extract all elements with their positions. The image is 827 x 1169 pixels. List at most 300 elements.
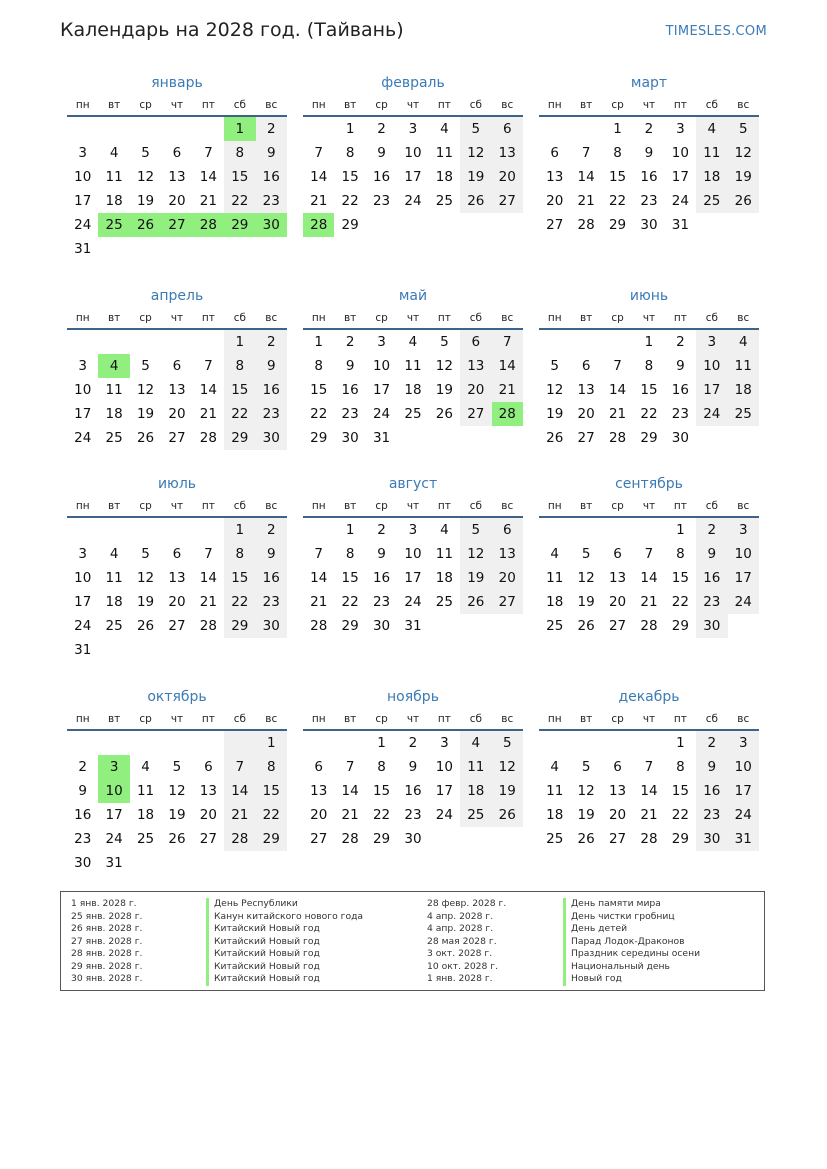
day-cell: 14: [199, 169, 217, 185]
day-cell: 5: [728, 117, 759, 141]
legend-holiday-name: День чистки гробниц: [563, 911, 700, 924]
day-cell: 5: [141, 145, 150, 161]
empty-cell: [130, 117, 161, 141]
empty-cell: [67, 518, 98, 542]
day-cell: 7: [581, 145, 591, 161]
day-cell: 8: [224, 542, 255, 566]
day-cell: 17: [435, 783, 453, 799]
weekday-label: ср: [375, 312, 388, 324]
day-cell: 3: [377, 334, 386, 350]
day-cell: 29: [341, 618, 359, 634]
day-cell: 30: [341, 430, 359, 446]
day-cell: 25: [460, 803, 491, 827]
day-cell: 13: [577, 382, 595, 398]
month-4: [67, 285, 287, 450]
day-cell: 11: [404, 358, 422, 374]
weekday-label: пн: [75, 99, 90, 111]
day-cell: 23: [696, 590, 727, 614]
day-cell: 10: [74, 382, 92, 398]
day-cell: 18: [696, 165, 727, 189]
day-cell: 9: [256, 141, 287, 165]
day-cell: 9: [256, 354, 287, 378]
day-cell: 9: [377, 546, 386, 562]
day-cell: 8: [676, 759, 685, 775]
day-cell: 14: [224, 779, 255, 803]
empty-cell: [130, 330, 161, 354]
weekday-label: вт: [107, 500, 121, 512]
day-cell: 11: [696, 141, 727, 165]
weekday-label: чт: [170, 713, 184, 725]
day-cell: 30: [372, 618, 391, 634]
day-cell: 31: [728, 827, 759, 851]
day-cell: 29: [341, 217, 359, 233]
weekday-label: вт: [579, 99, 593, 111]
month-name: март: [630, 75, 668, 91]
weekday-label: вс: [501, 713, 514, 725]
day-cell: 22: [224, 590, 255, 614]
day-cell: 4: [440, 121, 449, 137]
month-name: апрель: [150, 288, 204, 304]
weekday-label: пн: [311, 713, 326, 725]
holiday-day: 1: [224, 117, 255, 141]
day-cell: 18: [435, 570, 453, 586]
weekday-label: ср: [139, 312, 152, 324]
day-cell: 17: [74, 406, 92, 422]
day-cell: 19: [136, 193, 155, 209]
empty-cell: [303, 731, 334, 755]
day-cell: 25: [136, 831, 155, 847]
day-cell: 12: [577, 783, 595, 799]
empty-cell: [633, 518, 664, 542]
day-cell: 17: [74, 594, 92, 610]
day-cell: 1: [345, 522, 355, 538]
empty-cell: [98, 117, 129, 141]
day-cell: 7: [613, 358, 622, 374]
weekday-label: вт: [107, 312, 121, 324]
weekday-label: пн: [547, 99, 562, 111]
day-cell: 23: [640, 193, 658, 209]
day-cell: 5: [581, 546, 591, 562]
day-cell: 22: [372, 807, 391, 823]
day-cell: 19: [460, 566, 491, 590]
month-name: май: [398, 288, 428, 304]
day-cell: 13: [199, 783, 217, 799]
day-cell: 9: [676, 358, 685, 374]
weekday-label: сб: [233, 99, 246, 111]
day-cell: 7: [314, 546, 323, 562]
day-cell: 18: [136, 807, 155, 823]
day-cell: 7: [345, 759, 355, 775]
weekday-label: вс: [737, 99, 750, 111]
day-cell: 27: [492, 590, 523, 614]
day-cell: 4: [550, 759, 559, 775]
day-cell: 1: [377, 735, 386, 751]
empty-cell: [67, 330, 98, 354]
holiday-day: 28: [492, 402, 523, 426]
day-cell: 5: [492, 731, 523, 755]
day-cell: 19: [435, 382, 453, 398]
day-cell: 16: [372, 169, 391, 185]
day-cell: 12: [546, 382, 564, 398]
day-cell: 21: [341, 807, 359, 823]
day-cell: 14: [199, 382, 217, 398]
day-cell: 15: [372, 783, 391, 799]
day-cell: 11: [105, 382, 123, 398]
weekday-label: вс: [737, 713, 750, 725]
weekday-label: чт: [170, 500, 184, 512]
legend-date: 28 мая 2028 г.: [427, 935, 497, 947]
weekday-label: ср: [139, 500, 152, 512]
day-cell: 14: [310, 570, 328, 586]
day-cell: 29: [372, 831, 391, 847]
weekday-label: чт: [642, 500, 656, 512]
day-cell: 26: [577, 831, 595, 847]
empty-cell: [67, 731, 98, 755]
day-cell: 26: [460, 189, 491, 213]
day-cell: 19: [728, 165, 759, 189]
day-cell: 11: [435, 145, 453, 161]
day-cell: 11: [435, 546, 453, 562]
day-cell: 4: [141, 759, 150, 775]
holiday-day: 26: [130, 213, 161, 237]
day-cell: 7: [492, 330, 523, 354]
month-10: [67, 686, 287, 875]
weekday-label: сб: [705, 312, 718, 324]
legend-dates-right: [427, 898, 506, 986]
weekday-label: пн: [547, 312, 562, 324]
day-cell: 2: [256, 330, 287, 354]
day-cell: 15: [224, 378, 255, 402]
day-cell: 13: [168, 382, 186, 398]
day-cell: 9: [377, 145, 386, 161]
legend-holiday-name: День памяти мира: [563, 898, 700, 911]
day-cell: 6: [172, 358, 182, 374]
day-cell: 8: [224, 141, 255, 165]
legend-date: 1 янв. 2028 г.: [427, 973, 493, 984]
day-cell: 13: [608, 570, 627, 586]
day-cell: 8: [224, 354, 255, 378]
day-cell: 9: [78, 783, 87, 799]
day-cell: 15: [640, 382, 658, 398]
day-cell: 26: [577, 618, 595, 634]
legend-holiday-name: Парад Лодок-Драконов: [563, 936, 700, 949]
empty-cell: [303, 117, 334, 141]
day-cell: 1: [676, 735, 685, 751]
day-cell: 25: [546, 618, 564, 634]
day-cell: 7: [204, 145, 213, 161]
day-grid: [539, 731, 759, 851]
day-cell: 12: [577, 570, 595, 586]
day-cell: 12: [168, 783, 186, 799]
day-cell: 3: [78, 358, 87, 374]
day-cell: 4: [550, 546, 559, 562]
legend-date: 29 янв. 2028 г.: [71, 960, 143, 972]
weekday-label: пт: [437, 312, 451, 324]
weekday-label: пт: [673, 99, 687, 111]
day-cell: 12: [492, 755, 523, 779]
day-cell: 20: [492, 566, 523, 590]
day-cell: 10: [435, 759, 453, 775]
day-cell: 6: [492, 117, 523, 141]
weekday-label: пн: [311, 500, 326, 512]
day-cell: 20: [199, 807, 217, 823]
holiday-day: 25: [98, 213, 129, 237]
weekday-header: [67, 308, 287, 330]
day-cell: 16: [372, 570, 391, 586]
day-cell: 30: [404, 831, 422, 847]
day-cell: 13: [492, 141, 523, 165]
weekday-label: вс: [501, 500, 514, 512]
empty-cell: [602, 518, 633, 542]
day-cell: 30: [696, 614, 727, 638]
day-cell: 14: [310, 169, 328, 185]
month-2: [303, 72, 523, 237]
day-cell: 23: [671, 406, 689, 422]
day-cell: 3: [676, 121, 685, 137]
month-name: ноябрь: [387, 689, 439, 705]
day-cell: 11: [546, 570, 564, 586]
holiday-day: 27: [161, 213, 192, 237]
empty-cell: [98, 330, 129, 354]
legend-date: 26 янв. 2028 г.: [71, 923, 143, 934]
day-cell: 25: [105, 430, 123, 446]
day-cell: 30: [640, 217, 658, 233]
day-cell: 29: [256, 827, 287, 851]
day-cell: 26: [136, 618, 155, 634]
weekday-label: ср: [139, 99, 152, 111]
empty-cell: [130, 518, 161, 542]
day-cell: 7: [644, 759, 654, 775]
day-cell: 3: [78, 546, 87, 562]
day-cell: 5: [141, 546, 150, 562]
day-cell: 18: [105, 193, 123, 209]
weekday-label: вт: [107, 99, 121, 111]
day-cell: 16: [696, 779, 727, 803]
weekday-label: вс: [265, 99, 278, 111]
day-cell: 14: [341, 783, 359, 799]
legend-names-left: [206, 898, 363, 986]
day-cell: 30: [74, 855, 92, 871]
day-cell: 21: [199, 193, 217, 209]
empty-cell: [193, 117, 224, 141]
weekday-label: пн: [547, 500, 562, 512]
day-cell: 23: [404, 807, 422, 823]
weekday-header: [67, 709, 287, 731]
holiday-day: 29: [224, 213, 255, 237]
weekday-label: пт: [437, 500, 451, 512]
day-cell: 27: [546, 217, 564, 233]
day-cell: 24: [404, 193, 422, 209]
day-cell: 24: [74, 430, 92, 446]
day-cell: 4: [696, 117, 727, 141]
day-cell: 11: [728, 354, 759, 378]
day-cell: 23: [372, 594, 391, 610]
day-cell: 2: [644, 121, 654, 137]
day-cell: 20: [168, 594, 186, 610]
day-cell: 29: [310, 430, 328, 446]
month-9: [539, 473, 759, 638]
day-cell: 2: [676, 334, 685, 350]
day-cell: 29: [224, 614, 255, 638]
empty-cell: [224, 731, 255, 755]
day-cell: 28: [577, 217, 595, 233]
day-cell: 22: [608, 193, 627, 209]
legend-holiday-name: Китайский Новый год: [206, 948, 363, 961]
month-name: сентябрь: [615, 476, 683, 492]
day-cell: 21: [199, 406, 217, 422]
day-cell: 12: [460, 542, 491, 566]
day-cell: 13: [310, 783, 328, 799]
day-cell: 2: [696, 518, 727, 542]
day-cell: 29: [671, 831, 689, 847]
day-cell: 15: [341, 169, 359, 185]
weekday-header: [539, 709, 759, 731]
day-cell: 21: [310, 193, 328, 209]
legend-dates-left: [71, 898, 142, 986]
weekday-label: пт: [437, 713, 451, 725]
weekday-label: ср: [611, 312, 624, 324]
weekday-label: сб: [469, 713, 482, 725]
weekday-header: [303, 709, 523, 731]
day-cell: 21: [199, 594, 217, 610]
day-cell: 11: [460, 755, 491, 779]
month-name: декабрь: [618, 689, 680, 705]
day-cell: 21: [492, 378, 523, 402]
day-cell: 16: [404, 783, 422, 799]
day-cell: 17: [105, 807, 123, 823]
day-cell: 25: [696, 189, 727, 213]
day-cell: 22: [671, 594, 689, 610]
day-cell: 25: [728, 402, 759, 426]
empty-cell: [193, 330, 224, 354]
day-cell: 16: [256, 378, 287, 402]
day-cell: 19: [136, 594, 155, 610]
day-cell: 4: [440, 522, 449, 538]
day-cell: 1: [345, 121, 355, 137]
day-cell: 8: [314, 358, 323, 374]
empty-cell: [161, 518, 192, 542]
weekday-label: чт: [406, 99, 420, 111]
day-cell: 26: [546, 430, 564, 446]
day-cell: 17: [74, 193, 92, 209]
day-cell: 1: [644, 334, 654, 350]
day-cell: 11: [105, 169, 123, 185]
day-cell: 6: [314, 759, 323, 775]
day-cell: 27: [199, 831, 217, 847]
day-cell: 14: [640, 570, 658, 586]
weekday-label: чт: [642, 713, 656, 725]
legend-date: 4 апр. 2028 г.: [427, 910, 494, 922]
month-5: [303, 285, 523, 450]
day-cell: 5: [550, 358, 559, 374]
legend-holiday-name: Китайский Новый год: [206, 961, 363, 974]
empty-cell: [539, 518, 570, 542]
day-cell: 15: [608, 169, 627, 185]
day-cell: 23: [341, 406, 359, 422]
legend-date: 3 окт. 2028 г.: [427, 948, 493, 959]
legend-date: 25 янв. 2028 г.: [71, 910, 143, 922]
day-cell: 16: [640, 169, 658, 185]
holiday-day: 3: [98, 755, 129, 779]
weekday-label: пт: [201, 99, 215, 111]
day-cell: 14: [492, 354, 523, 378]
day-cell: 24: [728, 590, 759, 614]
empty-cell: [570, 330, 601, 354]
day-cell: 15: [256, 779, 287, 803]
day-cell: 27: [608, 618, 627, 634]
empty-cell: [161, 117, 192, 141]
day-cell: 24: [435, 807, 453, 823]
legend-holiday-name: День Республики: [206, 898, 363, 911]
day-cell: 25: [435, 594, 453, 610]
day-cell: 11: [546, 783, 564, 799]
weekday-label: вс: [265, 312, 278, 324]
day-cell: 26: [460, 590, 491, 614]
day-cell: 5: [460, 518, 491, 542]
day-cell: 27: [460, 402, 491, 426]
weekday-label: сб: [705, 99, 718, 111]
day-cell: 10: [74, 570, 92, 586]
day-cell: 13: [168, 169, 186, 185]
legend-date: 28 янв. 2028 г.: [71, 948, 143, 959]
month-8: [303, 473, 523, 638]
day-cell: 30: [696, 827, 727, 851]
day-cell: 13: [492, 542, 523, 566]
day-grid: [539, 117, 759, 237]
day-cell: 8: [345, 145, 355, 161]
brand-logo[interactable]: TIMESLES.COM: [665, 24, 767, 39]
day-cell: 13: [608, 783, 627, 799]
weekday-header: [303, 95, 523, 117]
weekday-label: сб: [705, 500, 718, 512]
weekday-label: сб: [469, 99, 482, 111]
day-cell: 17: [404, 570, 422, 586]
day-cell: 29: [671, 618, 689, 634]
weekday-label: пт: [201, 312, 215, 324]
day-cell: 20: [608, 594, 627, 610]
weekday-label: пт: [201, 713, 215, 725]
weekday-label: пт: [201, 500, 215, 512]
weekday-label: вс: [265, 713, 278, 725]
page-title: Календарь на 2028 год. (Тайвань): [60, 19, 404, 41]
day-cell: 12: [136, 169, 155, 185]
day-cell: 20: [608, 807, 627, 823]
empty-cell: [633, 731, 664, 755]
day-cell: 28: [199, 618, 217, 634]
day-cell: 2: [377, 121, 386, 137]
weekday-label: пн: [75, 312, 90, 324]
weekday-header: [539, 496, 759, 518]
day-cell: 3: [78, 145, 87, 161]
day-cell: 8: [345, 546, 355, 562]
empty-cell: [67, 117, 98, 141]
day-cell: 2: [78, 759, 87, 775]
day-cell: 6: [172, 145, 182, 161]
empty-cell: [98, 731, 129, 755]
day-cell: 8: [256, 755, 287, 779]
day-cell: 31: [404, 618, 422, 634]
day-cell: 25: [546, 831, 564, 847]
weekday-label: чт: [406, 312, 420, 324]
empty-cell: [539, 731, 570, 755]
day-cell: 10: [74, 169, 92, 185]
day-cell: 10: [728, 755, 759, 779]
day-cell: 26: [136, 430, 155, 446]
day-cell: 24: [728, 803, 759, 827]
weekday-label: вт: [107, 713, 121, 725]
day-cell: 29: [640, 430, 658, 446]
day-cell: 25: [435, 193, 453, 209]
